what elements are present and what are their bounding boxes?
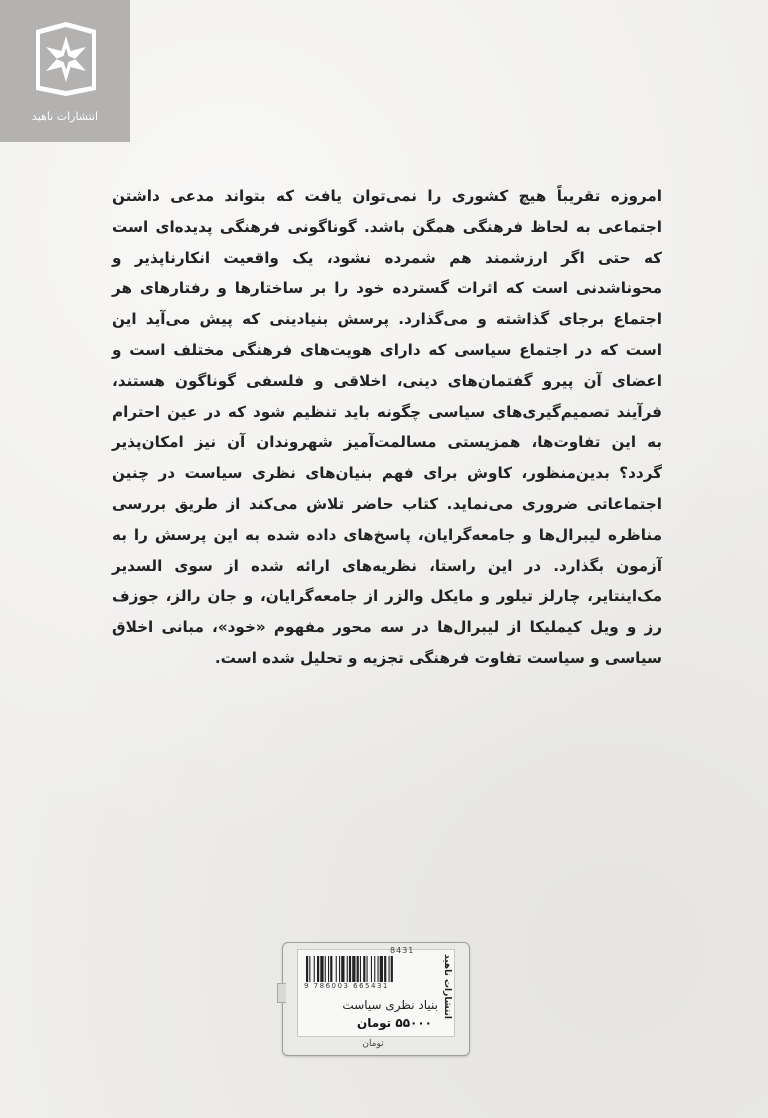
sticker-publisher: انتشارات ناهید <box>442 954 452 1019</box>
sticker-bottom-text: تومان <box>362 1039 384 1049</box>
sticker-label <box>297 946 455 1037</box>
price-sticker <box>282 942 470 1056</box>
barcode-top-digits: 8431 <box>390 946 415 955</box>
sticker-title: بنیاد نظری سیاست <box>342 998 438 1012</box>
publisher-name: انتشارات ناهید <box>31 110 99 123</box>
barcode-digits: 9 786003 665431 <box>304 982 389 990</box>
publisher-box <box>0 0 130 142</box>
back-cover-blurb: امروزه تقریباً هیچ کشوری را نمی‌توان یافت که بتواند مدعی داشتن اجتماعی به لحاظ فرهنگی همگن باشد. گوناگونی فرهنگی پدیده‌ای است که حتی اگر ارزشمند هم شمرده نشود، یک واقعیت انکارناپذیر و محوناشدنی است که اثرات گسترده خود را بر ساختارها و رفتارهای هر اجتماع برجای گذاشته و می‌گذارد. پرسش بنیادینی که پیش می‌آید این است که در اجتماع سیاسی که دارای هویت‌های فرهنگی مختلف است و اعضای آن پیرو گفتمان‌های دینی، اخلاقی و فلسفی گوناگون هستند، فرآیند تصمیم‌گیری‌های سیاسی چگونه باید تنظیم شود که در عین احترام به این تفاوت‌ها، همزیستی مسالمت‌آمیز شهروندان آن نیز امکان‌پذیر گردد؟ بدین‌منظور، کاوش برای فهم بنیان‌های نظری سیاست در چنین اجتماعاتی ضروری می‌نماید. کتاب حاضر تلاش می‌کند از طریق بررسی مناظره لیبرال‌ها و جامعه‌گرایان، پاسخ‌های داده شده به این پرسش را به آزمون بگذارد. در این راستا، نظریه‌های ارائه شده از سوی السدیر مک‌اینتایر، چارلز تیلور و مایکل والزر از جامعه‌گرایان، و جان رالز، جوزف رز و ویل کیملیکا از لیبرال‌ها در سه محور مفهوم «خود»، مبانی اخلاق سیاسی و سیاست تفاوت فرهنگی تجزیه و تحلیل شده است. <box>112 187 662 667</box>
sticker-tab <box>277 983 286 1003</box>
star-book-logo-icon <box>32 20 100 98</box>
sticker-price: ۵۵۰۰۰ تومان <box>356 1016 432 1030</box>
barcode-icon <box>306 956 434 982</box>
